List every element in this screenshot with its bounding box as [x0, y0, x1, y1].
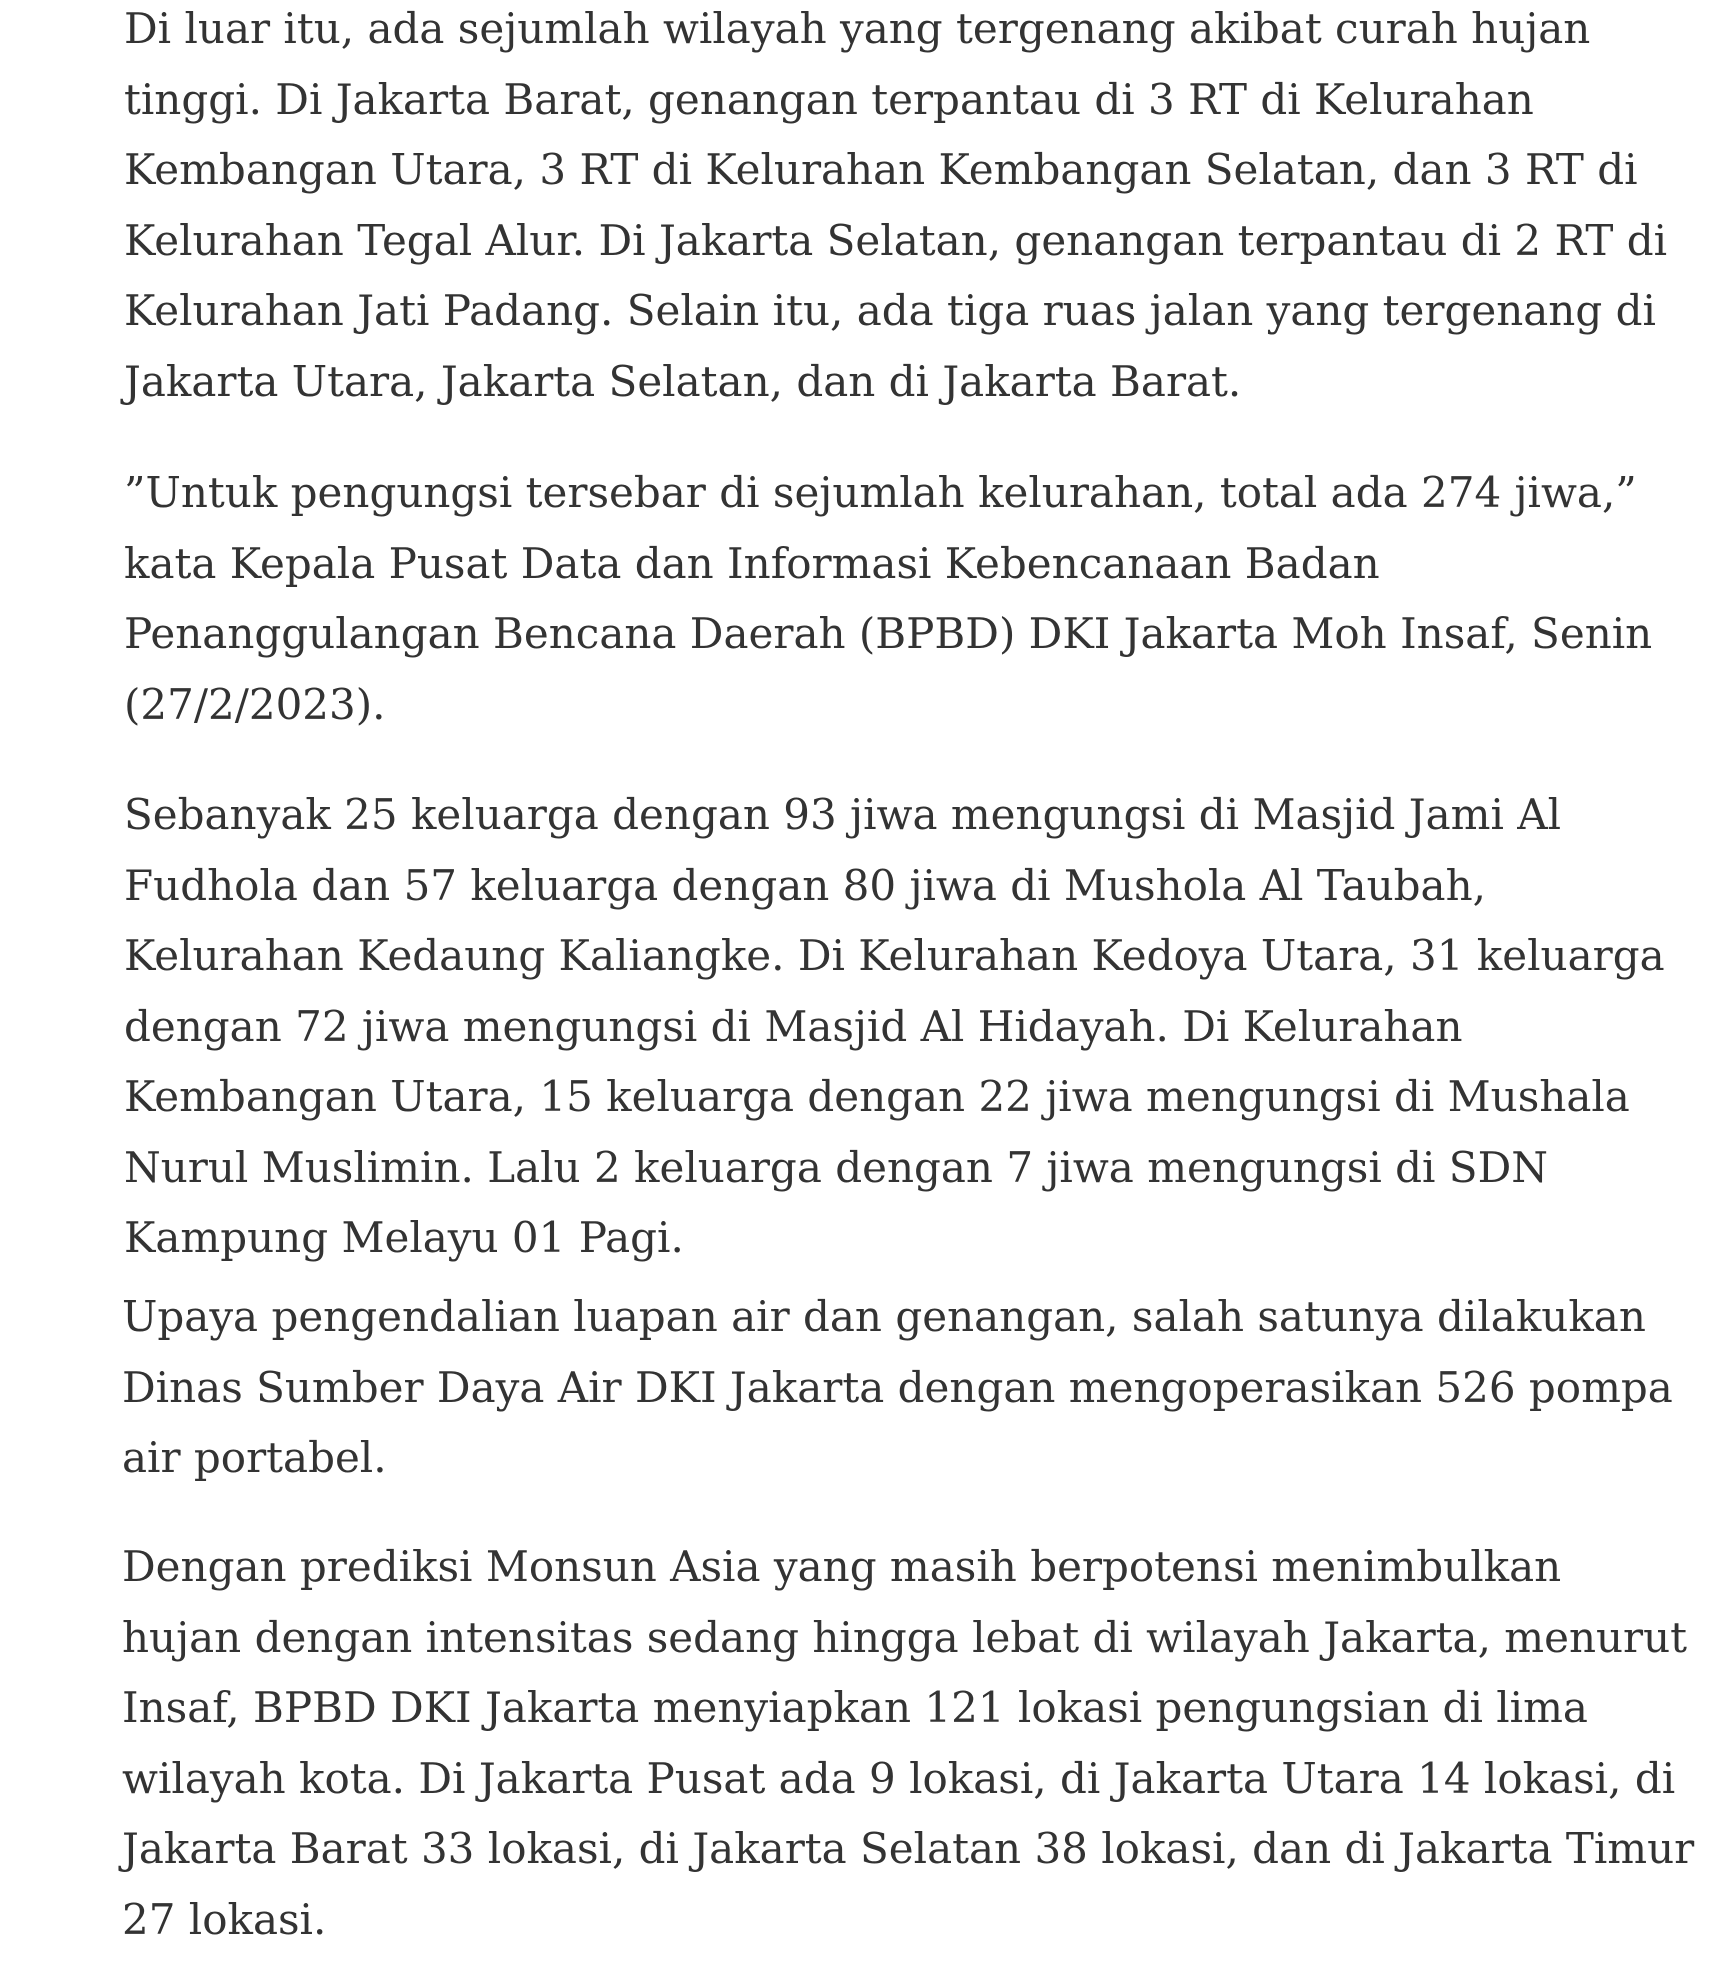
text-line: Insaf, BPBD DKI Jakarta menyiapkan 121 lokasi pengungsian di lima [122, 1683, 1588, 1732]
paragraph-water-pumps [122, 1282, 1673, 1494]
paragraph-shelter-locations [122, 1532, 1694, 1955]
text-line: ”Untuk pengungsi tersebar di sejumlah kelurahan, total ada 274 jiwa,” [124, 468, 1637, 517]
text-line: Di luar itu, ada sejumlah wilayah yang tergenang akibat curah hujan [124, 4, 1591, 53]
text-line: tinggi. Di Jakarta Barat, genangan terpantau di 3 RT di Kelurahan [124, 74, 1534, 124]
text-line: Jakarta Utara, Jakarta Selatan, dan di Jakarta Barat. [124, 356, 1242, 406]
text-line: Sebanyak 25 keluarga dengan 93 jiwa mengungsi di Masjid Jami Al [124, 790, 1562, 839]
text-line: Kembangan Utara, 15 keluarga dengan 22 jiwa mengungsi di Mushala [124, 1072, 1630, 1121]
text-line: kata Kepala Pusat Data dan Informasi Kebencanaan Badan [124, 538, 1380, 588]
text-line: Dinas Sumber Daya Air DKI Jakarta dengan mengoperasikan 526 pompa [122, 1362, 1673, 1412]
text-line: Kembangan Utara, 3 RT di Kelurahan Kembangan Selatan, dan 3 RT di [124, 145, 1638, 194]
text-line: hujan dengan intensitas sedang hingga lebat di wilayah Jakarta, menurut [122, 1612, 1688, 1662]
text-line: Kelurahan Tegal Alur. Di Jakarta Selatan, genangan terpantau di 2 RT di [124, 215, 1668, 265]
paragraph-quote-refugees [124, 458, 1652, 740]
paragraph-flooded-areas [124, 0, 1667, 417]
text-line: Upaya pengendalian luapan air dan genangan, salah satunya dilakukan [122, 1292, 1646, 1341]
text-line: Nurul Muslimin. Lalu 2 keluarga dengan 7 jiwa mengungsi di SDN [124, 1142, 1549, 1192]
text-line: Jakarta Barat 33 lokasi, di Jakarta Selatan 38 lokasi, dan di Jakarta Timur [122, 1824, 1695, 1873]
text-line: Kampung Melayu 01 Pagi. [124, 1213, 684, 1262]
text-line: air portabel. [122, 1433, 387, 1482]
text-line: Penanggulangan Bencana Daerah (BPBD) DKI Jakarta Moh Insaf, Senin [124, 609, 1653, 658]
text-line: Kelurahan Kedaung Kaliangke. Di Kelurahan Kedoya Utara, 31 keluarga [124, 931, 1665, 980]
text-line: dengan 72 jiwa mengungsi di Masjid Al Hidayah. Di Kelurahan [124, 1001, 1463, 1051]
text-line: Fudhola dan 57 keluarga dengan 80 jiwa di Mushola Al Taubah, [124, 860, 1486, 910]
text-line: Dengan prediksi Monsun Asia yang masih berpotensi menimbulkan [122, 1542, 1562, 1591]
paragraph-evacuation-sites [124, 780, 1665, 1274]
text-line: wilayah kota. Di Jakarta Pusat ada 9 lokasi, di Jakarta Utara 14 lokasi, di [122, 1753, 1676, 1803]
text-line: (27/2/2023). [124, 679, 386, 729]
text-line: Kelurahan Jati Padang. Selain itu, ada tiga ruas jalan yang tergenang di [124, 286, 1656, 335]
text-line: 27 lokasi. [122, 1894, 327, 1944]
